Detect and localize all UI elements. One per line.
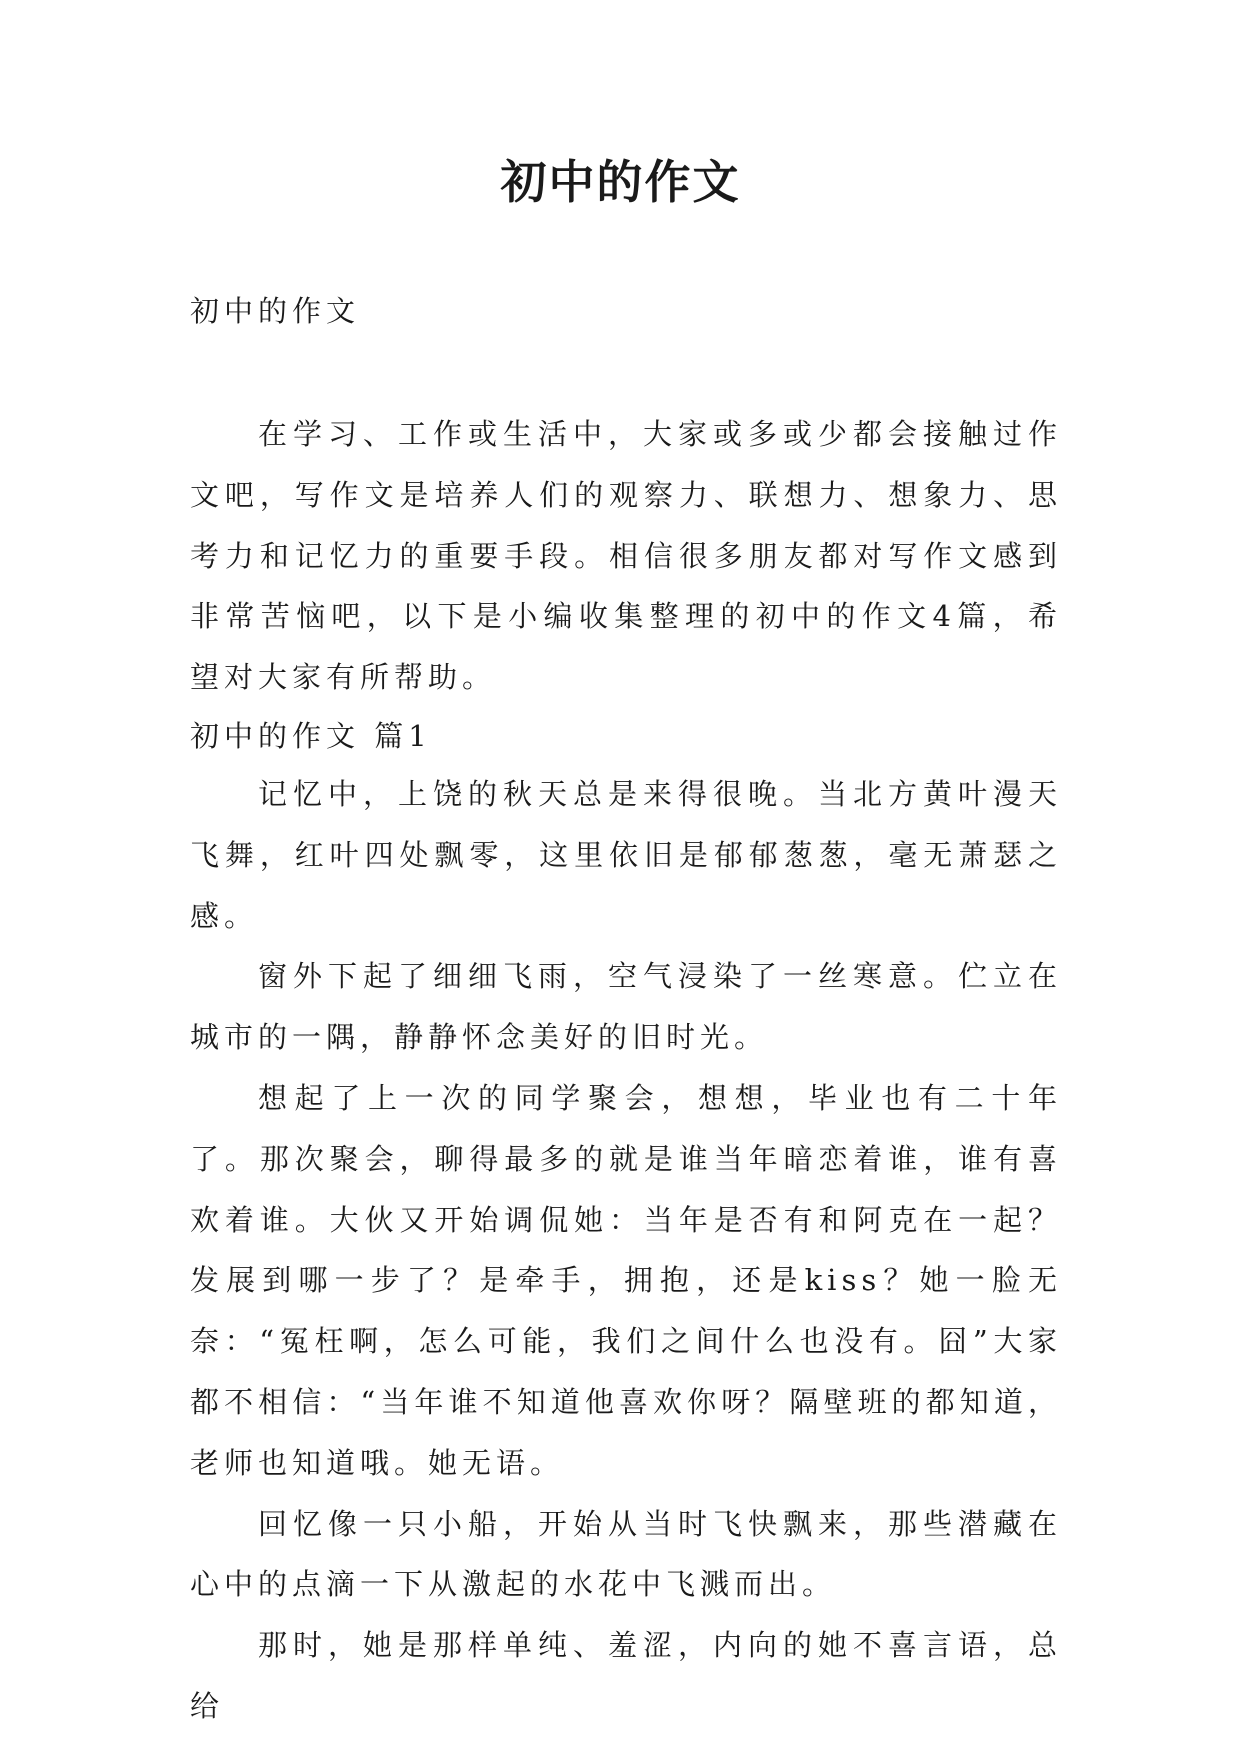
intro-paragraph: 在学习、工作或生活中，大家或多或少都会接触过作文吧，写作文是培养人们的观察力、联想力、想象力、思考力和记忆力的重要手段。相信很多朋友都对写作文感到非常苦恼吧，以下是小编收集整理的初中的作文4篇，希望对大家有所帮助。 [190,417,1062,695]
body-paragraph: 那时，她是那样单纯、羞涩，内向的她不喜言语，总给 [190,1628,1062,1723]
document-title: 初中的作文 [500,155,741,209]
document-body [190,404,1062,1737]
body-paragraph: 窗外下起了细细飞雨，空气浸染了一丝寒意。伫立在城市的一隅，静静怀念美好的旧时光。 [190,959,1062,1055]
section-heading: 初中的作文 篇1 [190,718,432,753]
body-paragraph: 想起了上一次的同学聚会，想想，毕业也有二十年了。那次聚会，聊得最多的就是谁当年暗恋着谁，谁有喜欢着谁。大伙又开始调侃她：当年是否有和阿克在一起？发展到哪一步了？是牵手，拥抱，还是kiss？她一脸无奈：“冤枉啊，怎么可能，我们之间什么也没有。囧”大家都不相信：“当年谁不知道他喜欢你呀？隔壁班的都知道，老师也知道哦。她无语。 [190,1080,1062,1480]
document-subtitle: 初中的作文 [190,294,361,328]
body-paragraph: 回忆像一只小船，开始从当时飞快飘来，那些潜藏在心中的点滴一下从激起的水花中飞溅而出。 [190,1506,1062,1602]
body-paragraph: 记忆中，上饶的秋天总是来得很晚。当北方黄叶漫天飞舞，红叶四处飘零，这里依旧是郁郁葱葱，毫无萧瑟之感。 [190,776,1062,933]
